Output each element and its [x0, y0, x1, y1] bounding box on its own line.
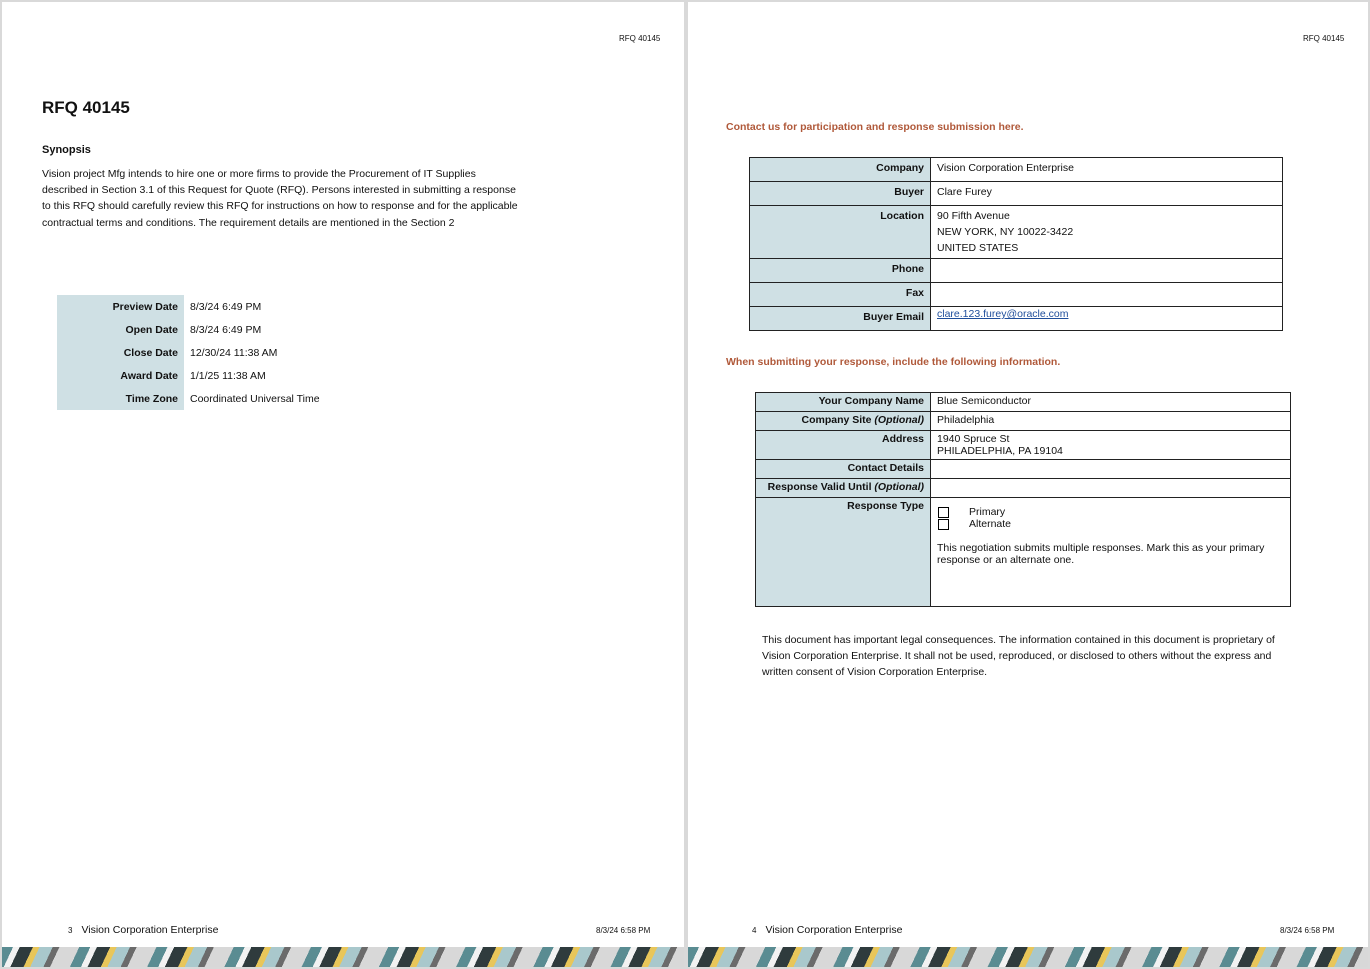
legal-notice: This document has important legal consequences. The information contained in this document is proprietary of Vision Corporation Enterprise. It shall not be used, reproduced, or disclosed to others without the express and written consent of Vision Corporation Enterprise.	[762, 634, 1275, 678]
fax-value	[931, 283, 1283, 307]
table-row	[750, 206, 1283, 259]
fax-label: Fax	[750, 283, 931, 307]
buyer-value: Clare Furey	[931, 182, 1283, 206]
page-header: RFQ 40145	[619, 34, 661, 43]
table-row	[756, 431, 1291, 460]
address-label: Address	[756, 431, 931, 460]
table-row	[750, 182, 1283, 206]
optional-tag: (Optional)	[874, 481, 924, 493]
page-header: RFQ 40145	[1303, 34, 1345, 43]
date-value: Coordinated Universal Time	[190, 392, 320, 405]
address-line: PHILADELPHIA, PA 19104	[937, 445, 1063, 457]
primary-option[interactable]	[937, 506, 1284, 518]
optional-tag: (Optional)	[874, 414, 924, 426]
contact-details-value	[931, 460, 1291, 479]
date-value: 1/1/25 11:38 AM	[190, 369, 266, 382]
alternate-option[interactable]	[937, 518, 1284, 530]
dates-table	[57, 295, 326, 410]
phone-value	[931, 259, 1283, 283]
contact-details-label: Contact Details	[756, 460, 931, 479]
synopsis-heading: Synopsis	[42, 144, 91, 156]
date-value: 8/3/24 6:49 PM	[190, 323, 262, 336]
contact-table	[749, 157, 1283, 331]
table-row	[750, 259, 1283, 283]
decorative-footer-band	[2, 947, 684, 967]
buyer-email-link[interactable]: clare.123.furey@oracle.com	[937, 308, 1069, 320]
valid-until-label-text: Response Valid Until	[767, 481, 872, 493]
location-label: Location	[750, 206, 931, 259]
table-row	[756, 412, 1291, 431]
table-row	[57, 364, 326, 387]
footer-date: 8/3/24 6:58 PM	[596, 926, 651, 935]
date-value: 12/30/24 11:38 AM	[190, 346, 278, 359]
location-line: 90 Fifth Avenue	[937, 210, 1010, 222]
table-row	[756, 460, 1291, 479]
date-label: Award Date	[57, 364, 184, 387]
response-type-label: Response Type	[756, 498, 931, 607]
page-footer	[68, 924, 218, 936]
option-label: Primary	[969, 506, 1006, 518]
table-row	[57, 318, 326, 341]
table-row	[756, 498, 1291, 607]
table-row	[57, 295, 326, 318]
buyer-email-label: Buyer Email	[750, 307, 931, 331]
synopsis-text: Vision project Mfg intends to hire one or more firms to provide the Procurement of IT Supplies described in Section 3.1 of this Request for Quote (RFQ). Persons interested in submitting a response to this RFQ should carefully review this RFQ for instructions on how to response and for the applicable contractual terms and conditions. The requirement details are mentioned in the Section 2	[42, 168, 518, 229]
footer-company: Vision Corporation Enterprise	[81, 924, 219, 936]
date-label: Open Date	[57, 318, 184, 341]
document-title: RFQ 40145	[42, 98, 130, 117]
company-site-value: Philadelphia	[931, 412, 1291, 431]
company-name-label: Your Company Name	[756, 393, 931, 412]
response-table	[755, 392, 1291, 607]
response-type-value	[931, 498, 1291, 607]
table-row	[57, 341, 326, 364]
checkbox-icon[interactable]	[938, 519, 949, 530]
date-label: Close Date	[57, 341, 184, 364]
company-name-value: Blue Semiconductor	[931, 393, 1291, 412]
table-row	[750, 283, 1283, 307]
company-value: Vision Corporation Enterprise	[931, 158, 1283, 182]
table-row	[750, 307, 1283, 331]
buyer-email-cell	[931, 307, 1283, 331]
location-line: UNITED STATES	[937, 242, 1019, 254]
company-site-label	[756, 412, 931, 431]
table-row	[756, 393, 1291, 412]
address-value	[931, 431, 1291, 460]
page-number: 3	[68, 926, 73, 935]
company-site-label-text: Company Site	[801, 414, 872, 426]
document-page-3	[2, 2, 684, 967]
checkbox-icon[interactable]	[938, 507, 949, 518]
response-type-note: This negotiation submits multiple responses. Mark this as your primary response or an alternate one.	[937, 542, 1265, 566]
buyer-label: Buyer	[750, 182, 931, 206]
decorative-footer-band	[688, 947, 1368, 967]
footer-date: 8/3/24 6:58 PM	[1280, 926, 1335, 935]
company-label: Company	[750, 158, 931, 182]
response-heading: When submitting your response, include the following information.	[726, 356, 1061, 368]
date-value: 8/3/24 6:49 PM	[190, 300, 262, 313]
date-label: Time Zone	[57, 387, 184, 410]
contact-heading: Contact us for participation and response submission here.	[726, 121, 1024, 133]
valid-until-label	[756, 479, 931, 498]
date-label: Preview Date	[57, 295, 184, 318]
table-row	[57, 387, 326, 410]
document-page-4	[688, 2, 1368, 967]
table-row	[756, 479, 1291, 498]
footer-company: Vision Corporation Enterprise	[765, 924, 903, 936]
page-footer	[752, 924, 902, 936]
page-number: 4	[752, 926, 757, 935]
location-value	[931, 206, 1283, 259]
table-row	[750, 158, 1283, 182]
phone-label: Phone	[750, 259, 931, 283]
valid-until-value	[931, 479, 1291, 498]
location-line: NEW YORK, NY 10022-3422	[937, 226, 1074, 238]
address-line: 1940 Spruce St	[937, 433, 1010, 445]
option-label: Alternate	[969, 518, 1012, 530]
